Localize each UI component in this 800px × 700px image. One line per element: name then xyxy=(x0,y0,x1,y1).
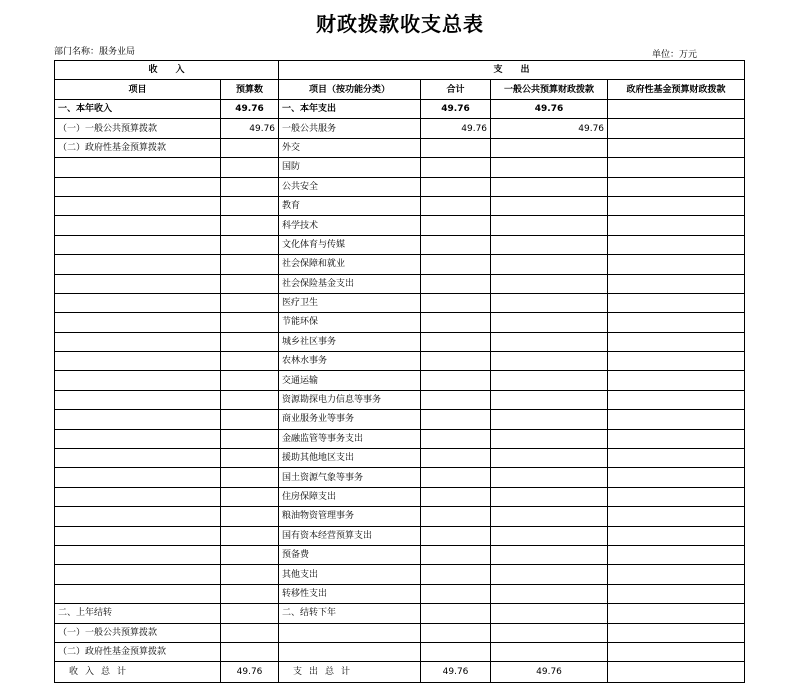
table-row xyxy=(55,623,745,642)
expense-general-cell xyxy=(491,216,608,235)
income-item-cell xyxy=(55,410,221,429)
expense-fund-cell xyxy=(608,100,745,119)
expense-fund-cell xyxy=(608,352,745,371)
expense-total-cell xyxy=(421,507,491,526)
income-item-cell xyxy=(55,526,221,545)
expense-general-cell: 49.76 xyxy=(491,119,608,138)
table-row xyxy=(55,100,745,119)
table-row xyxy=(55,410,745,429)
expense-general-cell xyxy=(491,604,608,623)
expense-fund-cell xyxy=(608,371,745,390)
expense-total-cell xyxy=(421,604,491,623)
col-header-fund: 政府性基金预算财政拨款 xyxy=(608,80,745,100)
expense-item-cell: 二、结转下年 xyxy=(279,604,421,623)
income-budget-cell xyxy=(221,642,279,661)
header-row-sections xyxy=(55,61,745,80)
income-budget-cell xyxy=(221,274,279,293)
income-budget-cell xyxy=(221,410,279,429)
expense-total-cell xyxy=(421,352,491,371)
expense-general-cell xyxy=(491,293,608,312)
expense-fund-cell xyxy=(608,274,745,293)
table-row xyxy=(55,119,745,138)
income-item-cell xyxy=(55,545,221,564)
expense-fund-cell xyxy=(608,507,745,526)
table-row xyxy=(55,274,745,293)
expense-total-cell xyxy=(421,449,491,468)
expense-fund-cell xyxy=(608,138,745,157)
expense-general-cell xyxy=(491,449,608,468)
expense-general-cell xyxy=(491,429,608,448)
expense-fund-cell xyxy=(608,158,745,177)
table-row xyxy=(55,584,745,603)
income-item-cell xyxy=(55,293,221,312)
income-item-cell xyxy=(55,274,221,293)
table-row xyxy=(55,177,745,196)
expense-item-cell: 援助其他地区支出 xyxy=(279,449,421,468)
table-row xyxy=(55,545,745,564)
expense-general-cell xyxy=(491,177,608,196)
table-row xyxy=(55,332,745,351)
income-item-cell xyxy=(55,449,221,468)
income-budget-cell xyxy=(221,313,279,332)
expense-fund-cell xyxy=(608,119,745,138)
expense-fund-cell xyxy=(608,604,745,623)
expense-item-cell: 商业服务业等事务 xyxy=(279,410,421,429)
budget-summary-table xyxy=(54,60,745,683)
income-budget-cell xyxy=(221,352,279,371)
expense-general-cell xyxy=(491,410,608,429)
expense-item-cell: 城乡社区事务 xyxy=(279,332,421,351)
expense-grand-total: 49.76 xyxy=(421,662,491,683)
expense-fund-cell xyxy=(608,196,745,215)
expense-general-cell xyxy=(491,235,608,254)
income-budget-cell xyxy=(221,565,279,584)
expense-fund-cell xyxy=(608,429,745,448)
income-item-cell xyxy=(55,584,221,603)
income-item-cell xyxy=(55,196,221,215)
expense-general-cell xyxy=(491,545,608,564)
income-budget-cell xyxy=(221,255,279,274)
income-item-cell xyxy=(55,158,221,177)
expense-fund-cell xyxy=(608,177,745,196)
expense-fund-cell xyxy=(608,565,745,584)
income-item-cell xyxy=(55,352,221,371)
expense-item-cell: 预备费 xyxy=(279,545,421,564)
income-budget-cell xyxy=(221,604,279,623)
expense-total-cell xyxy=(421,390,491,409)
expense-total-cell xyxy=(421,274,491,293)
col-header-general: 一般公共预算财政拨款 xyxy=(491,80,608,100)
expense-total-cell xyxy=(421,313,491,332)
table-row xyxy=(55,293,745,312)
expense-fund-cell xyxy=(608,449,745,468)
table-row xyxy=(55,449,745,468)
income-item-cell xyxy=(55,390,221,409)
expense-fund-cell xyxy=(608,487,745,506)
expense-item-cell: 住房保障支出 xyxy=(279,487,421,506)
expense-fund-cell xyxy=(608,332,745,351)
income-section-header: 收 入 xyxy=(55,61,279,80)
expense-general-cell xyxy=(491,332,608,351)
totals-row xyxy=(55,662,745,683)
income-item-cell: 一、本年收入 xyxy=(55,100,221,119)
income-budget-cell xyxy=(221,487,279,506)
income-budget-cell xyxy=(221,390,279,409)
expense-total-cell xyxy=(421,468,491,487)
income-item-cell: （一）一般公共预算拨款 xyxy=(55,119,221,138)
table-row xyxy=(55,468,745,487)
unit-label: 单位：万元 xyxy=(652,50,698,60)
expense-general-cell xyxy=(491,468,608,487)
expense-general-cell xyxy=(491,584,608,603)
income-budget-cell xyxy=(221,545,279,564)
expense-fund-cell xyxy=(608,390,745,409)
income-budget-cell xyxy=(221,196,279,215)
expense-total-cell xyxy=(421,216,491,235)
expense-item-cell xyxy=(279,623,421,642)
expense-fund-cell xyxy=(608,526,745,545)
income-budget-cell xyxy=(221,216,279,235)
table-row xyxy=(55,158,745,177)
expense-fund-cell xyxy=(608,642,745,661)
income-item-cell xyxy=(55,429,221,448)
income-item-cell xyxy=(55,177,221,196)
table-row xyxy=(55,196,745,215)
income-item-cell xyxy=(55,507,221,526)
table-row xyxy=(55,604,745,623)
expense-general-cell xyxy=(491,313,608,332)
income-item-cell: （二）政府性基金预算拨款 xyxy=(55,642,221,661)
expense-item-cell: 科学技术 xyxy=(279,216,421,235)
income-budget-cell: 49.76 xyxy=(221,100,279,119)
page-title: 财政拨款收支总表 xyxy=(316,12,484,36)
expense-total-cell xyxy=(421,158,491,177)
expense-item-cell: 其他支出 xyxy=(279,565,421,584)
expense-item-cell: 一、本年支出 xyxy=(279,100,421,119)
expense-general-cell xyxy=(491,255,608,274)
income-item-cell xyxy=(55,487,221,506)
expense-item-cell: 教育 xyxy=(279,196,421,215)
col-header-total: 合计 xyxy=(421,80,491,100)
income-item-cell: （一）一般公共预算拨款 xyxy=(55,623,221,642)
expense-general-total: 49.76 xyxy=(491,662,608,683)
expense-general-cell xyxy=(491,138,608,157)
department-name: 部门名称：服务业局 xyxy=(54,47,136,57)
expense-item-cell: 节能环保 xyxy=(279,313,421,332)
expense-general-cell xyxy=(491,565,608,584)
expense-general-cell xyxy=(491,274,608,293)
income-total-label: 收入总计 xyxy=(55,662,221,683)
expense-total-cell: 49.76 xyxy=(421,100,491,119)
expense-item-cell: 国防 xyxy=(279,158,421,177)
income-item-cell xyxy=(55,313,221,332)
expense-item-cell: 公共安全 xyxy=(279,177,421,196)
expense-total-cell xyxy=(421,584,491,603)
expense-total-cell xyxy=(421,293,491,312)
income-item-cell xyxy=(55,371,221,390)
expense-total-cell xyxy=(421,526,491,545)
expense-fund-cell xyxy=(608,545,745,564)
expense-fund-cell xyxy=(608,410,745,429)
expense-general-cell xyxy=(491,623,608,642)
expense-total-cell xyxy=(421,623,491,642)
expense-general-cell xyxy=(491,526,608,545)
col-header-exp-item: 项目（按功能分类） xyxy=(279,80,421,100)
expense-general-cell xyxy=(491,642,608,661)
income-budget-cell xyxy=(221,429,279,448)
col-header-budget: 预算数 xyxy=(221,80,279,100)
expense-total-cell xyxy=(421,177,491,196)
expense-fund-cell xyxy=(608,293,745,312)
expense-general-cell xyxy=(491,196,608,215)
expense-total-cell xyxy=(421,371,491,390)
expense-total-cell xyxy=(421,545,491,564)
income-item-cell xyxy=(55,332,221,351)
expense-section-header: 支 出 xyxy=(279,61,745,80)
table-row xyxy=(55,216,745,235)
expense-item-cell: 一般公共服务 xyxy=(279,119,421,138)
expense-item-cell: 社会保障和就业 xyxy=(279,255,421,274)
expense-fund-cell xyxy=(608,468,745,487)
expense-fund-cell xyxy=(608,584,745,603)
expense-general-cell xyxy=(491,487,608,506)
expense-item-cell: 农林水事务 xyxy=(279,352,421,371)
table-row xyxy=(55,313,745,332)
expense-fund-cell xyxy=(608,216,745,235)
table-row xyxy=(55,390,745,409)
income-budget-cell xyxy=(221,332,279,351)
expense-general-cell xyxy=(491,390,608,409)
expense-fund-cell xyxy=(608,235,745,254)
income-budget-cell xyxy=(221,449,279,468)
table-row xyxy=(55,487,745,506)
expense-total-cell xyxy=(421,642,491,661)
expense-general-cell xyxy=(491,158,608,177)
expense-item-cell: 文化体育与传媒 xyxy=(279,235,421,254)
expense-item-cell: 交通运输 xyxy=(279,371,421,390)
income-total-value: 49.76 xyxy=(221,662,279,683)
expense-item-cell: 社会保险基金支出 xyxy=(279,274,421,293)
expense-fund-cell xyxy=(608,313,745,332)
table-row xyxy=(55,526,745,545)
expense-item-cell: 医疗卫生 xyxy=(279,293,421,312)
expense-item-cell: 金融监管等事务支出 xyxy=(279,429,421,448)
expense-total-cell xyxy=(421,235,491,254)
income-item-cell xyxy=(55,235,221,254)
income-budget-cell xyxy=(221,584,279,603)
table-row xyxy=(55,565,745,584)
expense-general-cell: 49.76 xyxy=(491,100,608,119)
col-header-item: 项目 xyxy=(55,80,221,100)
expense-general-cell xyxy=(491,371,608,390)
expense-total-cell xyxy=(421,487,491,506)
expense-item-cell: 资源勘探电力信息等事务 xyxy=(279,390,421,409)
expense-item-cell: 转移性支出 xyxy=(279,584,421,603)
table-row xyxy=(55,255,745,274)
table-row xyxy=(55,507,745,526)
income-item-cell xyxy=(55,216,221,235)
income-budget-cell xyxy=(221,293,279,312)
income-budget-cell xyxy=(221,623,279,642)
expense-total-label: 支出总计 xyxy=(279,662,421,683)
expense-general-cell xyxy=(491,352,608,371)
expense-item-cell: 粮油物资管理事务 xyxy=(279,507,421,526)
expense-total-cell xyxy=(421,138,491,157)
expense-item-cell xyxy=(279,642,421,661)
expense-total-cell xyxy=(421,410,491,429)
table-row xyxy=(55,642,745,661)
expense-total-cell xyxy=(421,332,491,351)
expense-item-cell: 国土资源气象等事务 xyxy=(279,468,421,487)
income-budget-cell xyxy=(221,526,279,545)
income-budget-cell: 49.76 xyxy=(221,119,279,138)
expense-fund-cell xyxy=(608,623,745,642)
expense-total-cell xyxy=(421,196,491,215)
income-item-cell xyxy=(55,255,221,274)
expense-total-cell xyxy=(421,255,491,274)
table-row xyxy=(55,429,745,448)
income-item-cell: （二）政府性基金预算拨款 xyxy=(55,138,221,157)
income-budget-cell xyxy=(221,507,279,526)
income-budget-cell xyxy=(221,468,279,487)
income-item-cell xyxy=(55,468,221,487)
expense-total-cell xyxy=(421,565,491,584)
income-item-cell: 二、上年结转 xyxy=(55,604,221,623)
table-row xyxy=(55,138,745,157)
expense-total-cell: 49.76 xyxy=(421,119,491,138)
income-budget-cell xyxy=(221,371,279,390)
expense-fund-total xyxy=(608,662,745,683)
expense-total-cell xyxy=(421,429,491,448)
income-budget-cell xyxy=(221,158,279,177)
expense-fund-cell xyxy=(608,255,745,274)
expense-general-cell xyxy=(491,507,608,526)
expense-item-cell: 国有资本经营预算支出 xyxy=(279,526,421,545)
income-budget-cell xyxy=(221,138,279,157)
income-budget-cell xyxy=(221,235,279,254)
table-row xyxy=(55,235,745,254)
table-row xyxy=(55,352,745,371)
expense-item-cell: 外交 xyxy=(279,138,421,157)
table-row xyxy=(55,371,745,390)
header-row-columns xyxy=(55,80,745,100)
income-budget-cell xyxy=(221,177,279,196)
income-item-cell xyxy=(55,565,221,584)
